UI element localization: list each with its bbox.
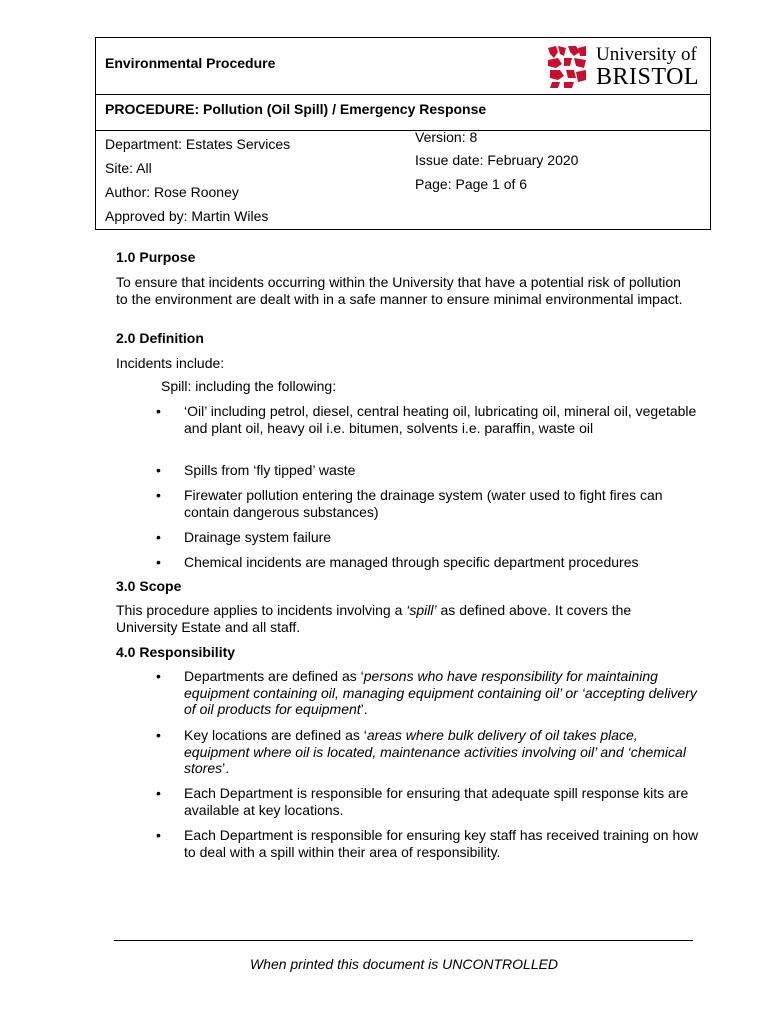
bullet-icon: •	[156, 487, 161, 503]
resp1-post: ’.	[360, 701, 368, 717]
doc-type-title: Environmental Procedure	[105, 55, 276, 71]
author-field: Author: Rose Rooney	[105, 184, 239, 200]
header-row-procedure	[96, 95, 710, 131]
issue-date-field: Issue date: February 2020	[415, 152, 579, 168]
page-field: Page: Page 1 of 6	[415, 176, 528, 192]
responsibility-heading: 4.0 Responsibility	[116, 644, 236, 660]
bullet-icon: •	[156, 462, 161, 478]
purpose-text: To ensure that incidents occurring within the University that have a potential risk of pollution to the environment are dealt with in a safe manner to ensure minimal environmental impact.	[116, 274, 683, 307]
bullet-icon: •	[156, 668, 161, 684]
bullet-icon: •	[156, 785, 161, 801]
logo-text-line1: University of	[596, 44, 697, 65]
definition-intro: Incidents include:	[116, 355, 225, 371]
purpose-heading: 1.0 Purpose	[116, 249, 196, 265]
resp1-pre: Departments are defined as ‘	[184, 668, 364, 684]
bullet-icon: •	[156, 827, 161, 843]
definition-spill: Spill: including the following:	[161, 378, 337, 394]
list-item-text: Chemical incidents are managed through specific department procedures	[184, 554, 639, 570]
list-item-text: Drainage system failure	[184, 529, 332, 545]
scope-text-post: as defined above. It covers the University Estate and all staff.	[116, 602, 632, 635]
logo-text-line2: BRISTOL	[596, 64, 700, 90]
site-field: Site: All	[105, 160, 152, 176]
department-field: Department: Estates Services	[105, 136, 291, 152]
footer-notice: When printed this document is UNCONTROLLED	[249, 956, 559, 972]
bullet-icon: •	[156, 403, 161, 419]
resp2-post: ’.	[222, 760, 230, 776]
bullet-icon: •	[156, 727, 161, 743]
scope-text-italic: ‘spill’	[406, 602, 437, 618]
resp2-italic: areas where bulk delivery of oil takes place, equipment where oil is located, maintenance activities involving oil’ and ‘chemical stores	[184, 727, 686, 776]
list-item-text: Each Department is responsible for ensuring that adequate spill response kits are available at key locations.	[184, 785, 689, 818]
list-item-text	[184, 727, 699, 777]
list-item-text: ‘Oil’ including petrol, diesel, central heating oil, lubricating oil, mineral oil, vegetable and plant oil, heavy oil i.e. bitumen, solvents i.e. paraffin, waste oil	[184, 403, 697, 436]
list-item-text: Spills from ‘fly tipped’ waste	[184, 462, 356, 478]
definition-heading: 2.0 Definition	[116, 330, 204, 346]
list-item-text: Firewater pollution entering the drainage system (water used to fight fires can contain dangerous substances)	[184, 487, 663, 520]
footer-divider	[114, 940, 693, 941]
list-item-text: Each Department is responsible for ensuring key staff has received training on how to deal with a spill within their area of responsibility.	[184, 827, 699, 860]
crest-icon	[546, 44, 588, 88]
list-item-text	[184, 668, 699, 718]
version-field: Version: 8	[415, 129, 478, 145]
scope-heading: 3.0 Scope	[116, 578, 182, 594]
bullet-icon: •	[156, 554, 161, 570]
procedure-title: PROCEDURE: Pollution (Oil Spill) / Emergency Response	[105, 101, 487, 117]
approved-field: Approved by: Martin Wiles	[105, 208, 269, 224]
scope-text	[116, 602, 691, 635]
bullet-icon: •	[156, 529, 161, 545]
resp2-pre: Key locations are defined as ‘	[184, 727, 367, 743]
resp1-italic: persons who have responsibility for maintaining equipment containing oil, managing equipment containing oil’ or ‘accepting delivery of oil products for equipment	[184, 668, 697, 717]
header-row-meta	[96, 131, 710, 229]
scope-text-pre: This procedure applies to incidents involving a	[116, 602, 407, 618]
university-logo	[546, 44, 706, 90]
